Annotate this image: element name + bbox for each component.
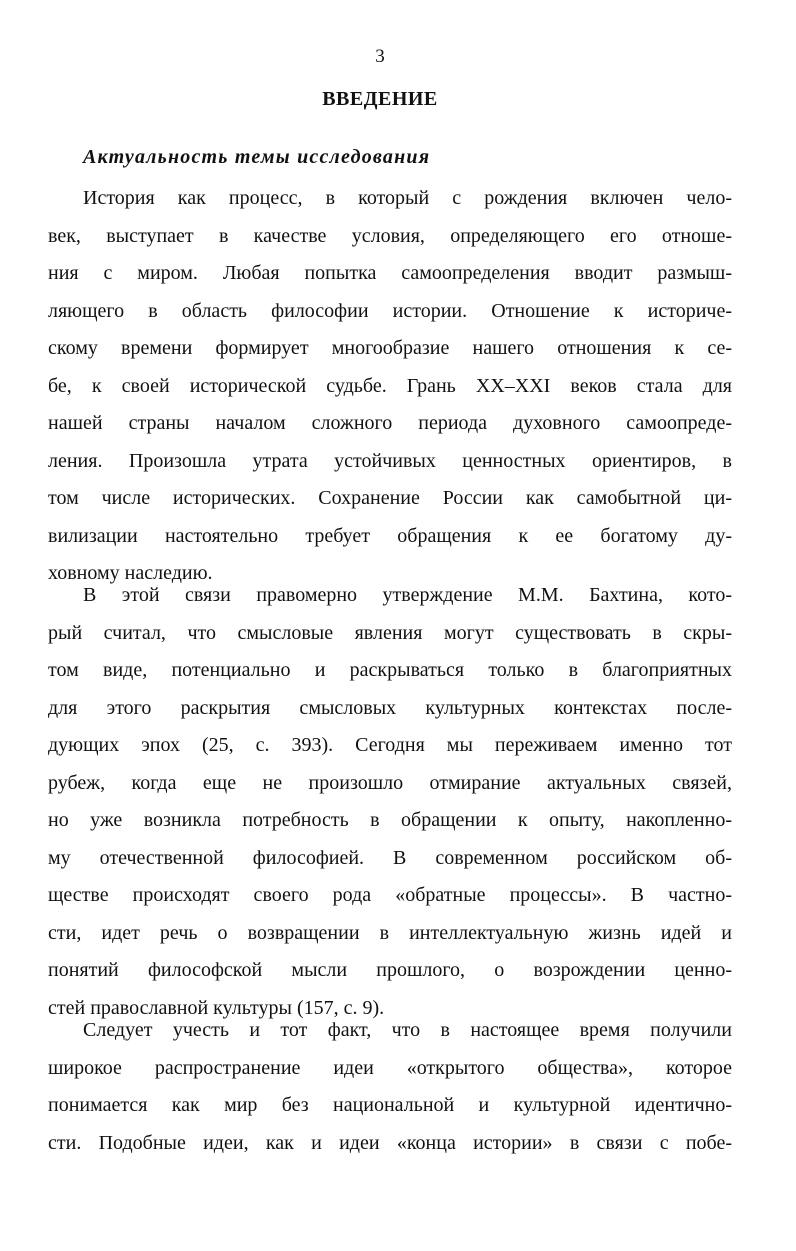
text-line: сти, идет речь о возвращении в интеллектуальную жизнь идей и <box>48 921 732 944</box>
text-line: дующих эпох (25, с. 393). Сегодня мы переживаем именно тот <box>48 734 732 756</box>
text-line: нашей страны началом сложного периода духовного самоопреде- <box>48 412 732 434</box>
paragraph-3 <box>48 1012 732 1162</box>
text-line: понятий философской мысли прошлого, о возрождении ценно- <box>48 959 732 981</box>
text-line: рый считал, что смысловые явления могут существовать в скры- <box>48 621 732 644</box>
text-line: скому времени формирует многообразие нашего отношения к се- <box>48 337 732 359</box>
text-line: понимается как мир без национальной и культурной идентично- <box>48 1094 732 1116</box>
text-line: для этого раскрытия смысловых культурных контекстах после- <box>48 696 732 719</box>
page-number: 3 <box>375 46 385 67</box>
text-line: том виде, потенциально и раскрываться только в благоприятных <box>48 659 732 681</box>
text-line: ления. Произошла утрата устойчивых ценностных ориентиров, в <box>48 449 732 472</box>
text-line: том числе исторических. Сохранение России как самобытной ци- <box>48 487 732 509</box>
text-line: История как процесс, в который с рождения включен чело- <box>83 187 732 209</box>
text-line: В этой связи правомерно утверждение М.М. Бахтина, кото- <box>83 584 732 606</box>
text-line: бе, к своей исторической судьбе. Грань XX–XXI веков стала для <box>48 374 732 397</box>
paragraph-2 <box>48 577 732 1027</box>
text-line: но уже возникла потребность в обращении к опыту, накопленно- <box>48 809 732 831</box>
paragraph-1 <box>48 180 732 593</box>
text-line: широкое распространение идеи «открытого общества», которое <box>48 1056 732 1079</box>
text-line: сти. Подобные идеи, как и идеи «конца истории» в связи с побе- <box>48 1131 732 1154</box>
text-line: рубеж, когда еще не произошло отмирание актуальных связей, <box>48 771 732 794</box>
text-line: стей православной культуры (157, с. 9). <box>48 996 385 1019</box>
text-line: му отечественной философией. В современном российском об- <box>48 846 732 869</box>
text-line: ляющего в область философии истории. Отношение к историче- <box>48 299 732 322</box>
text-line: век, выступает в качестве условия, определяющего его отноше- <box>48 224 732 247</box>
text-line: ществе происходят своего рода «обратные процессы». В частно- <box>48 884 732 906</box>
subsection-heading: Актуальность темы исследования <box>83 146 431 168</box>
text-line: ния с миром. Любая попытка самоопределения вводит размыш- <box>48 262 732 284</box>
text-line: Следует учесть и тот факт, что в настоящее время получили <box>83 1019 732 1041</box>
text-line: вилизации настоятельно требует обращения к ее богатому ду- <box>48 524 732 547</box>
text-line: ховному наследию. <box>48 562 213 584</box>
section-heading: ВВЕДЕНИЕ <box>322 88 438 110</box>
